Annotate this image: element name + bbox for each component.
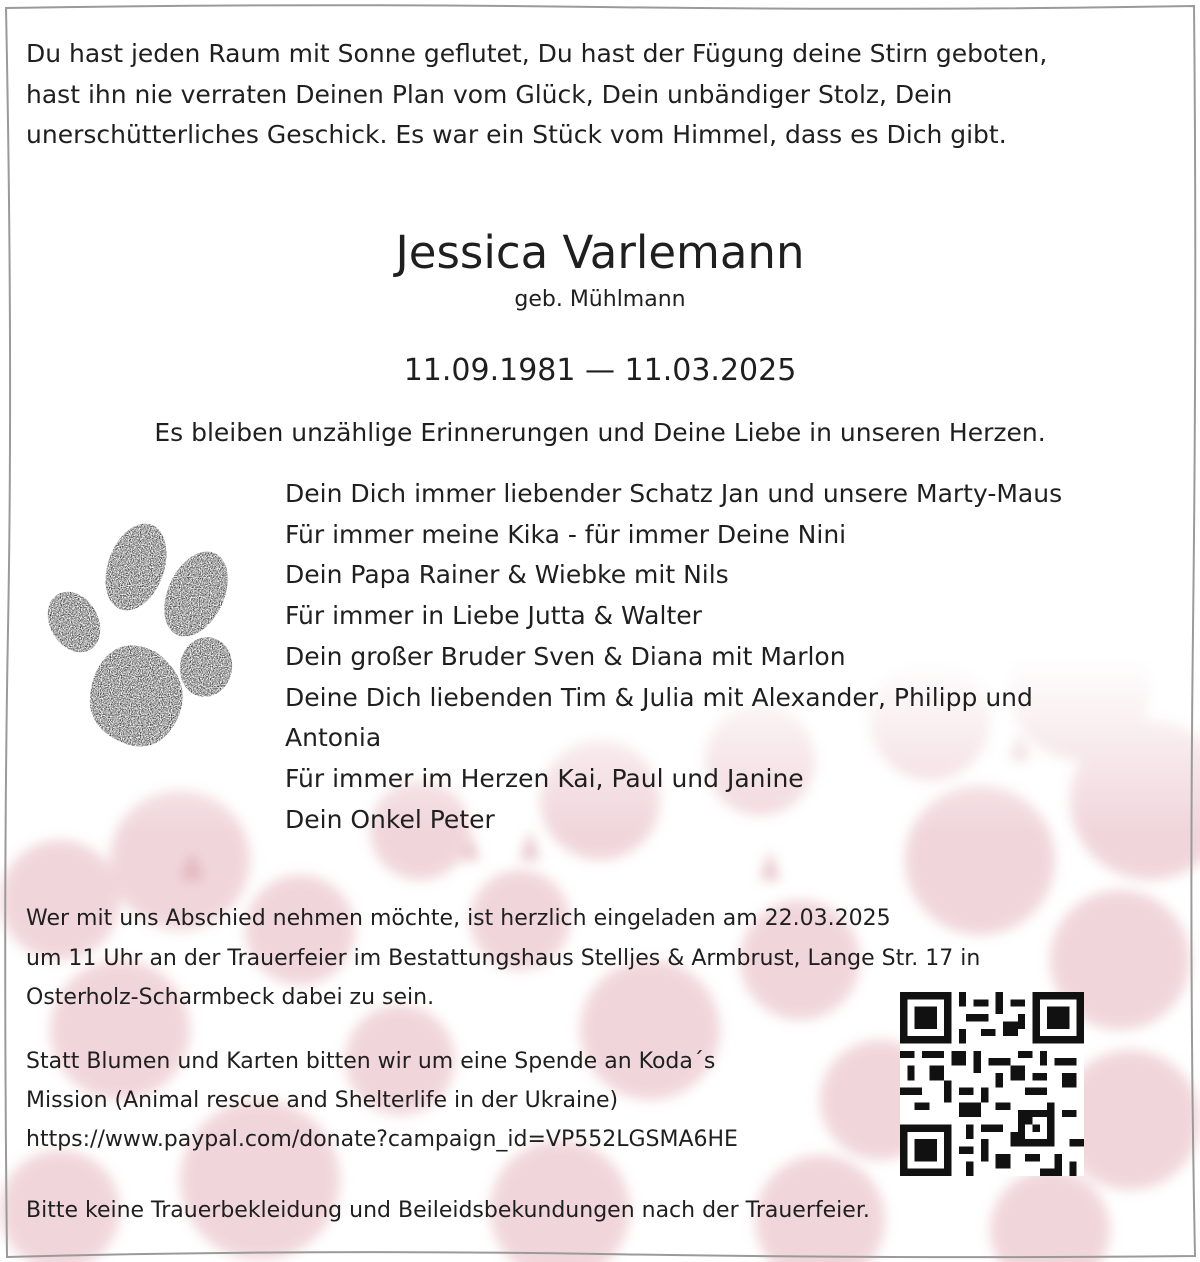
memory-line: Es bleiben unzählige Erinnerungen und Deine Liebe in unseren Herzen.	[154, 418, 1046, 447]
mourner-line: Dein Onkel Peter	[285, 804, 495, 834]
mourner-line: Antonia	[285, 723, 382, 753]
mourner-line: Dein großer Bruder Sven & Diana mit Marlon	[285, 641, 846, 671]
mourner-line: Für immer meine Kika - für immer Deine Nini	[285, 519, 847, 549]
invitation-line: Wer mit uns Abschied nehmen möchte, ist herzlich eingeladen am 22.03.2025	[26, 906, 891, 931]
donation-link[interactable]: https://www.paypal.com/donate?campaign_id=VP552LGSMA6HE	[26, 1127, 738, 1152]
donation-line: Statt Blumen und Karten bitten wir um eine Spende an Koda´s	[26, 1049, 716, 1074]
invitation-line: um 11 Uhr an der Trauerfeier im Bestattungshaus Stelljes & Armbrust, Lange Str. 17 in	[26, 945, 981, 971]
donation-line: Mission (Animal rescue and Shelterlife in der Ukraine)	[26, 1088, 619, 1113]
life-dates: 11.09.1981 — 11.03.2025	[403, 353, 797, 388]
qr-code-icon[interactable]	[900, 992, 1084, 1176]
maiden-name: geb. Mühlmann	[514, 287, 686, 312]
poem-line: hast ihn nie verraten Deinen Plan vom Glück, Dein unbändiger Stolz, Dein	[26, 79, 953, 109]
invitation-line: Osterholz-Scharmbeck dabei zu sein.	[26, 985, 435, 1010]
deceased-name: Jessica Varlemann	[395, 226, 805, 279]
opening-poem	[26, 34, 1186, 156]
poem-line: unerschütterliches Geschick. Es war ein Stück vom Himmel, dass es Dich gibt.	[26, 120, 1007, 149]
paw-print-icon	[36, 512, 236, 762]
mourner-line: Dein Dich immer liebender Schatz Jan und unsere Marty-Maus	[285, 479, 1063, 508]
donation-request	[26, 1042, 886, 1159]
mourners-list	[285, 474, 1185, 840]
mourner-line: Für immer im Herzen Kai, Paul und Janine	[285, 763, 804, 793]
poem-line: Du hast jeden Raum mit Sonne geflutet, Du hast der Fügung deine Stirn geboten,	[26, 39, 1048, 68]
closing-note: Bitte keine Trauerbekleidung und Beileidsbekundungen nach der Trauerfeier.	[26, 1198, 870, 1223]
mourner-line: Für immer in Liebe Jutta & Walter	[285, 601, 702, 631]
mourner-line: Dein Papa Rainer & Wiebke mit Nils	[285, 560, 729, 590]
mourner-line: Deine Dich liebenden Tim & Julia mit Alexander, Philipp und	[285, 682, 1033, 712]
